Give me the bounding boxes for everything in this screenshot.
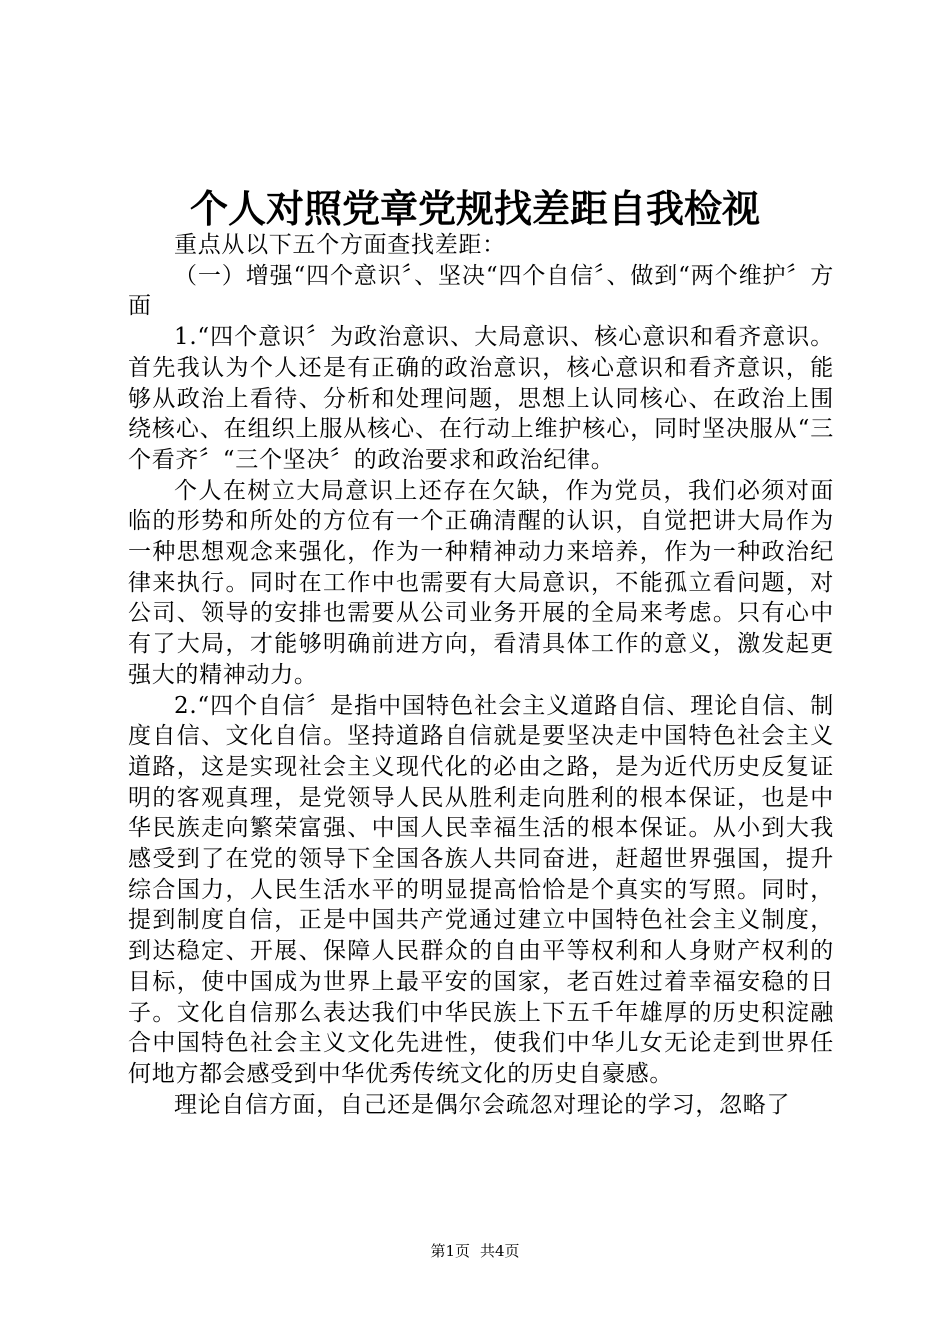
page-total: 共4页	[480, 1242, 520, 1260]
paragraph: 个人在树立大局意识上还存在欠缺，作为党员，我们必须对面临的形势和所处的方位有一个正确清醒的认识，自觉把讲大局作为一种思想观念来强化，作为一种精神动力来培养，作为一种政治纪律来执行。同时在工作中也需要有大局意识，不能孤立看问题，对公司、领导的安排也需要从公司业务开展的全局来考虑。只有心中有了大局，才能够明确前进方向，看清具体工作的意义，激发起更强大的精神动力。	[128, 477, 834, 688]
page-number: 第1页	[430, 1242, 470, 1260]
paragraph: 1.“四个意识〞为政治意识、大局意识、核心意识和看齐意识。首先我认为个人还是有正确的政治意识，核心意识和看齐意识，能够从政治上看待、分析和处理问题，思想上认同核心、在政治上围绕核心、在组织上服从核心、在行动上维护核心，同时坚决服从“三个看齐〞“三个坚决〞的政治要求和政治纪律。	[128, 324, 834, 473]
document-body	[128, 230, 834, 1120]
paragraph: 2.“四个自信〞是指中国特色社会主义道路自信、理论自信、制度自信、文化自信。坚持道路自信就是要坚决走中国特色社会主义道路，这是实现社会主义现代化的必由之路，是为近代历史反复证明的客观真理，是党领导人民从胜利走向胜利的根本保证，也是中华民族走向繁荣富强、中国人民幸福生活的根本保证。从小到大我感受到了在党的领导下全国各族人共同奋进，赶超世界强国，提升综合国力，人民生活水平的明显提高恰恰是个真实的写照。同时，提到制度自信，正是中国共产党通过建立中国特色社会主义制度，到达稳定、开展、保障人民群众的自由平等权利和人身财产权利的目标，使中国成为世界上最平安的国家，老百姓过着幸福安稳的日子。文化自信那么表达我们中华民族上下五千年雄厚的历史积淀融合中国特色社会主义文化先进性，使我们中华儿女无论走到世界任何地方都会感受到中华优秀传统文化的历史自豪感。	[128, 692, 834, 1087]
paragraph: （一）增强“四个意识〞、坚决“四个自信〞、做到“两个维护〞方面	[128, 262, 834, 320]
page-footer	[0, 1241, 950, 1261]
document-title: 个人对照党章党规找差距自我检视	[189, 186, 760, 231]
paragraph: 理论自信方面，自己还是偶尔会疏忽对理论的学习，忽略了	[174, 1091, 791, 1118]
paragraph: 重点从以下五个方面查找差距：	[174, 232, 506, 258]
